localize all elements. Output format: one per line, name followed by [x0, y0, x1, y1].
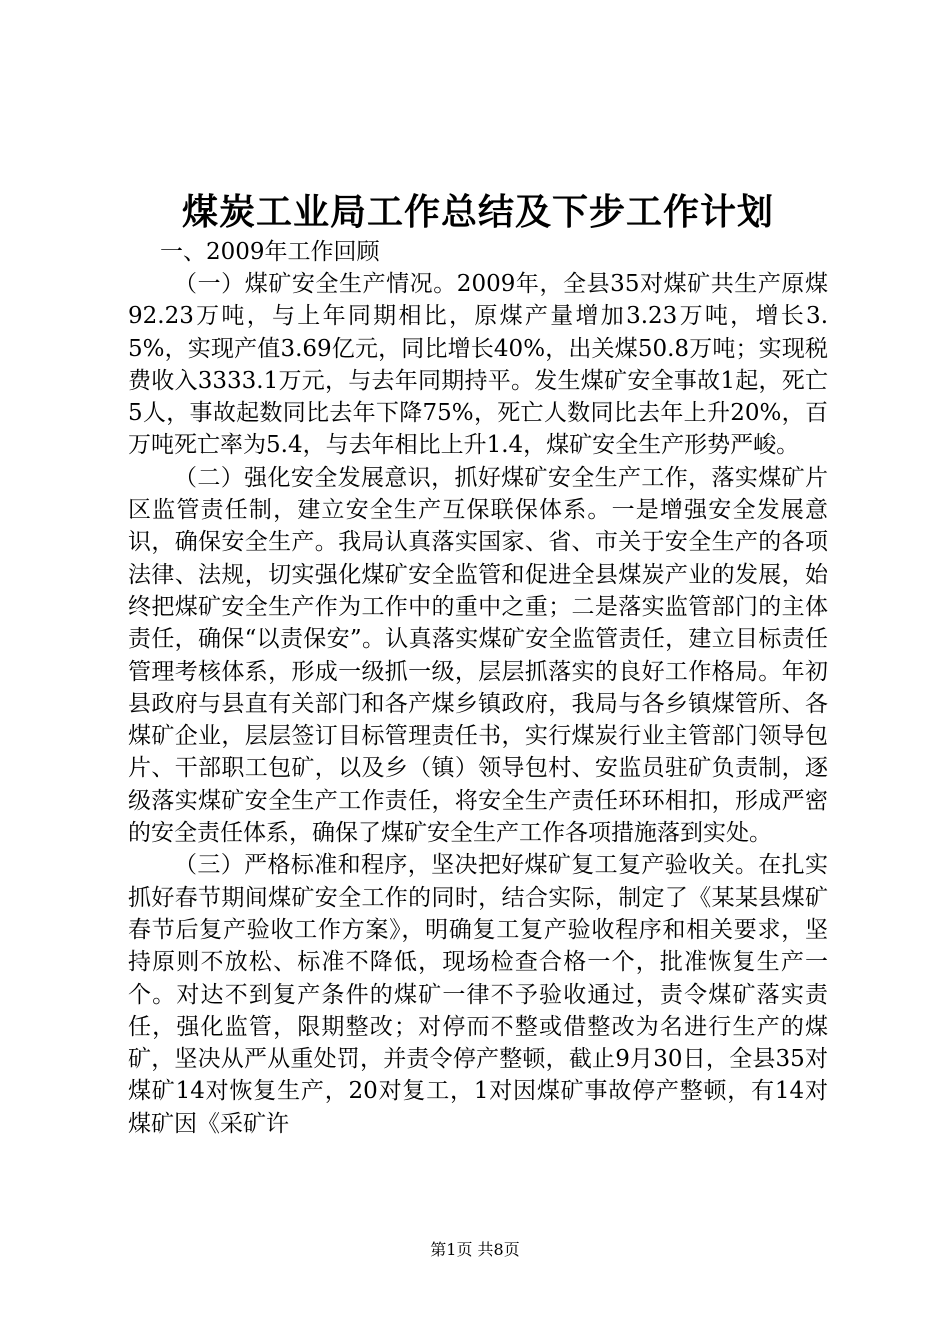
document-title: 煤炭工业局工作总结及下步工作计划	[181, 191, 774, 233]
paragraph-resumption-inspection: （三）严格标准和程序，坚决把好煤矿复工复产验收关。在扎实抓好春节期间煤矿安全工作的同时，结合实际，制定了《某某县煤矿春节后复产验收工作方案》，明确复工复产验收程序和相关要求，坚持原则不放松、标准不降低，现场检查合格一个，批准恢复生产一个。对达不到复产条件的煤矿一律不予验收通过，责令煤矿落实责任，强化监管，限期整改；对停而不整或借整改为名进行生产的煤矿，坚决从严从重处罚，并责令停产整顿，截止9月30日，全县35对煤矿14对恢复生产，20对复工，1对因煤矿事故停产整顿，有14对煤矿因《采矿许	[128, 852, 828, 1137]
paragraph-safety-production: （一）煤矿安全生产情况。2009年，全县35对煤矿共生产原煤92.23万吨，与上年同期相比，原煤产量增加3.23万吨，增长3.5%，实现产值3.69亿元，同比增长40%，出关煤50.8万吨；实现税费收入3333.1万元，与去年同期持平。发生煤矿安全事故1起，死亡5人，事故起数同比去年下降75%，死亡人数同比去年上升20%，百万吨死亡率为5.4，与去年相比上升1.4，煤矿安全生产形势严峻。	[128, 271, 828, 459]
page-footer	[0, 1240, 950, 1260]
paragraph-safety-awareness: （二）强化安全发展意识，抓好煤矿安全生产工作，落实煤矿片区监管责任制，建立安全生产互保联保体系。一是增强安全发展意识，确保安全生产。我局认真落实国家、省、市关于安全生产的各项法律、法规，切实强化煤矿安全监管和促进全县煤炭产业的发展，始终把煤矿安全生产作为工作中的重中之重；二是落实监管部门的主体责任，确保“以责保安”。认真落实煤矿安全监管责任，建立目标责任管理考核体系，形成一级抓一级，层层抓落实的良好工作格局。年初县政府与县直有关部门和各产煤乡镇政府，我局与各乡镇煤管所、各煤矿企业，层层签订目标管理责任书，实行煤炭行业主管部门领导包片、干部职工包矿，以及乡（镇）领导包村、安监员驻矿负责制，逐级落实煤矿安全生产工作责任，将安全生产责任环环相扣，形成严密的安全责任体系，确保了煤矿安全生产工作各项措施落到实处。	[128, 464, 828, 847]
section-heading: 一、2009年工作回顾	[160, 239, 380, 265]
document-page	[128, 190, 828, 1140]
page-indicator: 第1页 共8页	[430, 1240, 520, 1259]
